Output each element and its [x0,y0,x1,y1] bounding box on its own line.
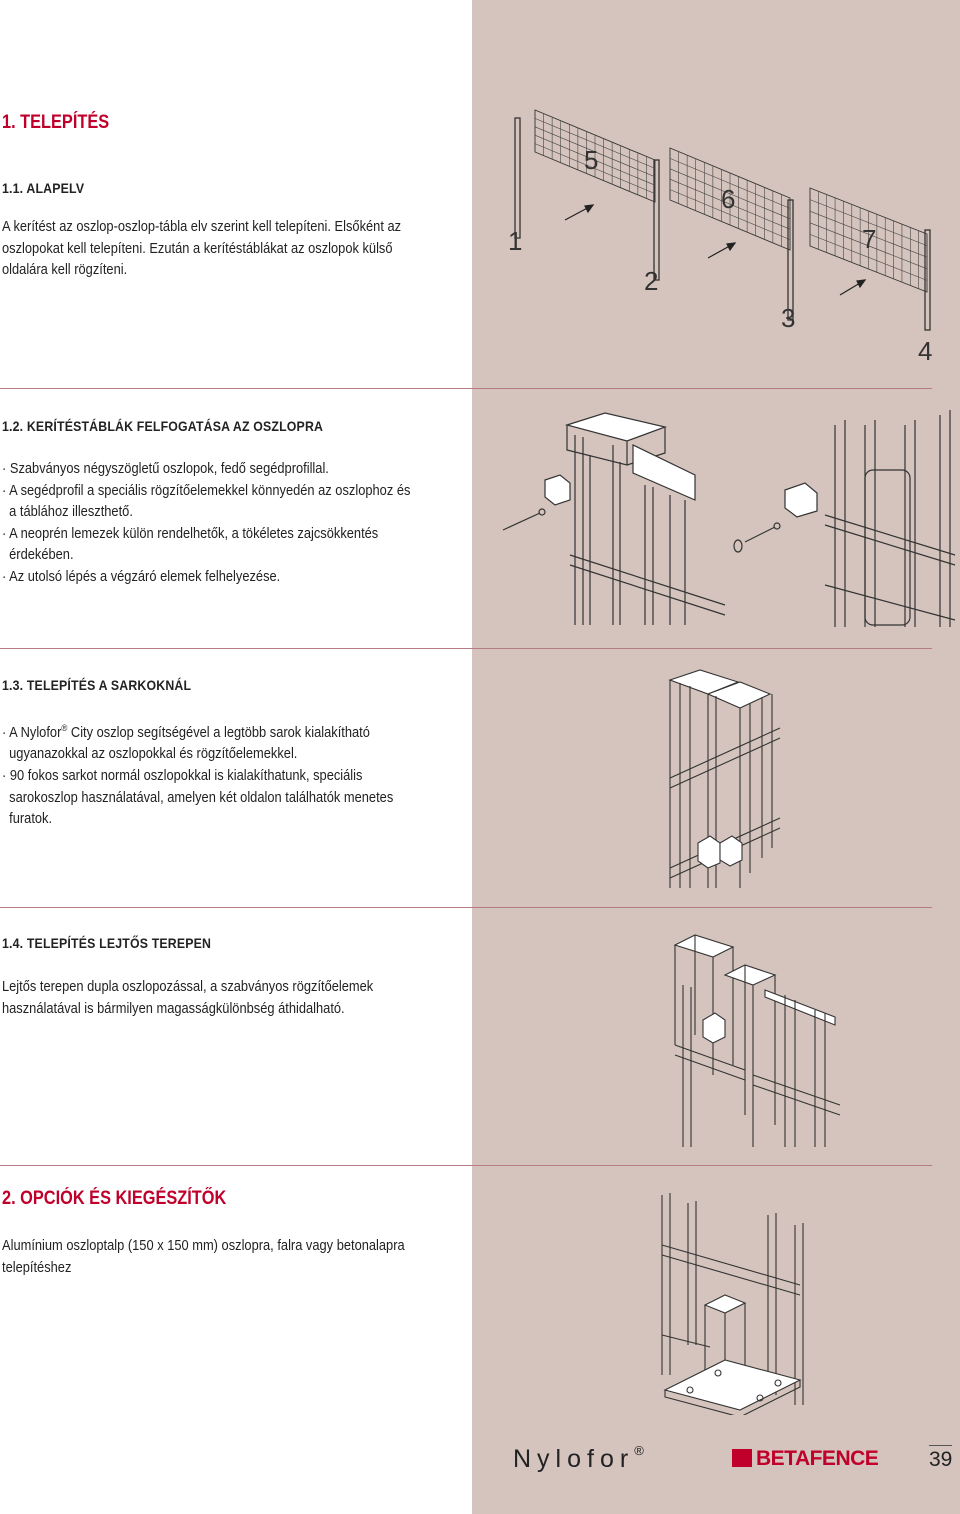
section-title-opciok: 2. OPCIÓK ÉS KIEGÉSZÍTŐK [2,1188,227,1209]
paragraph-line: ugyanazokkal az oszlopokkal és rögzítőelemekkel. [2,746,298,763]
paragraph-line: · A segédprofil a speciális rögzítőelemekkel könnyedén az oszlophoz és [2,482,411,499]
paragraph-sarkoknal [2,718,393,831]
brand-name: Nylofor [513,1445,635,1473]
divider [0,648,932,649]
paragraph-line: telepítéshez [2,1259,72,1276]
installation-sequence-figure [495,100,945,370]
registered-mark: ® [61,723,68,733]
company-name: BETAFENCE [756,1447,879,1470]
section-title-telepites: 1. TELEPÍTÉS [2,112,110,133]
paragraph-line: Lejtős terepen dupla oszlopozással, a szabványos rögzítőelemek [2,979,374,995]
paragraph-line [2,718,393,744]
paragraph-line: Alumínium oszloptalp (150 x 150 mm) oszlopra, falra vagy betonalapra [2,1238,405,1254]
heading-lejtos-terepen: 1.4. TELEPÍTÉS LEJTŐS TEREPEN [2,935,212,951]
paragraph-line: a táblához illeszthető. [2,504,133,521]
heading-keritestablak: 1.2. KERÍTÉSTÁBLÁK FELFOGATÁSA AZ OSZLOPRA [2,418,324,434]
slope-installation-figure [665,925,845,1147]
nylofor-brand [513,1445,644,1474]
paragraph-line: használatával is bármilyen magasságkülönbség áthidalható. [2,1000,345,1017]
text-fragment: · A Nylofor [2,724,62,741]
step-label-1: 1 [508,226,523,256]
step-label-5: 5 [584,145,599,175]
paragraph-line: sarokoszlop használatával, amelyen két oldalon találhatók menetes [2,789,394,806]
paragraph-keritestablak [2,459,410,589]
betafence-logo [732,1447,878,1471]
corner-installation-figure [660,668,790,890]
paragraph-line: · 90 fokos sarkot normál oszlopokkal is kialakíthatunk, speciális [2,767,363,784]
betafence-logo-icon [732,1449,752,1467]
panel-fixing-figure [495,405,957,627]
text-fragment: City oszlop segítségével a legtöbb sarok kialakítható [67,724,370,741]
divider [0,1165,932,1166]
paragraph-line: oszlopokat kell telepíteni. Ezután a kerítéstáblákat az oszlopok külső [2,240,393,257]
step-label-4: 4 [918,336,933,366]
paragraph-line: · A neoprén lemezek külön rendelhetők, a tökéletes zajcsökkentés [2,525,379,542]
paragraph-alapelv [2,217,401,282]
base-plate-figure [650,1185,830,1415]
divider [0,388,932,389]
paragraph-line: A kerítést az oszlop-oszlop-tábla elv szerint kell telepíteni. Elsőként az [2,219,402,235]
paragraph-opciok [2,1236,405,1279]
paragraph-line: · Szabványos négyszögletű oszlopok, fedő segédprofillal. [2,461,329,477]
page-number: 39 [929,1445,952,1472]
paragraph-line: oldalára kell rögzíteni. [2,262,128,279]
step-label-7: 7 [862,224,877,254]
step-label-6: 6 [721,184,736,214]
step-label-3: 3 [781,303,796,333]
paragraph-line: furatok. [2,811,53,828]
step-label-2: 2 [644,266,659,296]
paragraph-lejtos-terepen [2,977,373,1020]
paragraph-line: · Az utolsó lépés a végzáró elemek felhelyezése. [2,568,281,585]
divider [0,907,932,908]
registered-mark: ® [634,1443,644,1458]
heading-alapelv: 1.1. ALAPELV [2,180,85,196]
paragraph-line: érdekében. [2,547,74,564]
heading-sarkoknal: 1.3. TELEPÍTÉS A SARKOKNÁL [2,677,192,693]
